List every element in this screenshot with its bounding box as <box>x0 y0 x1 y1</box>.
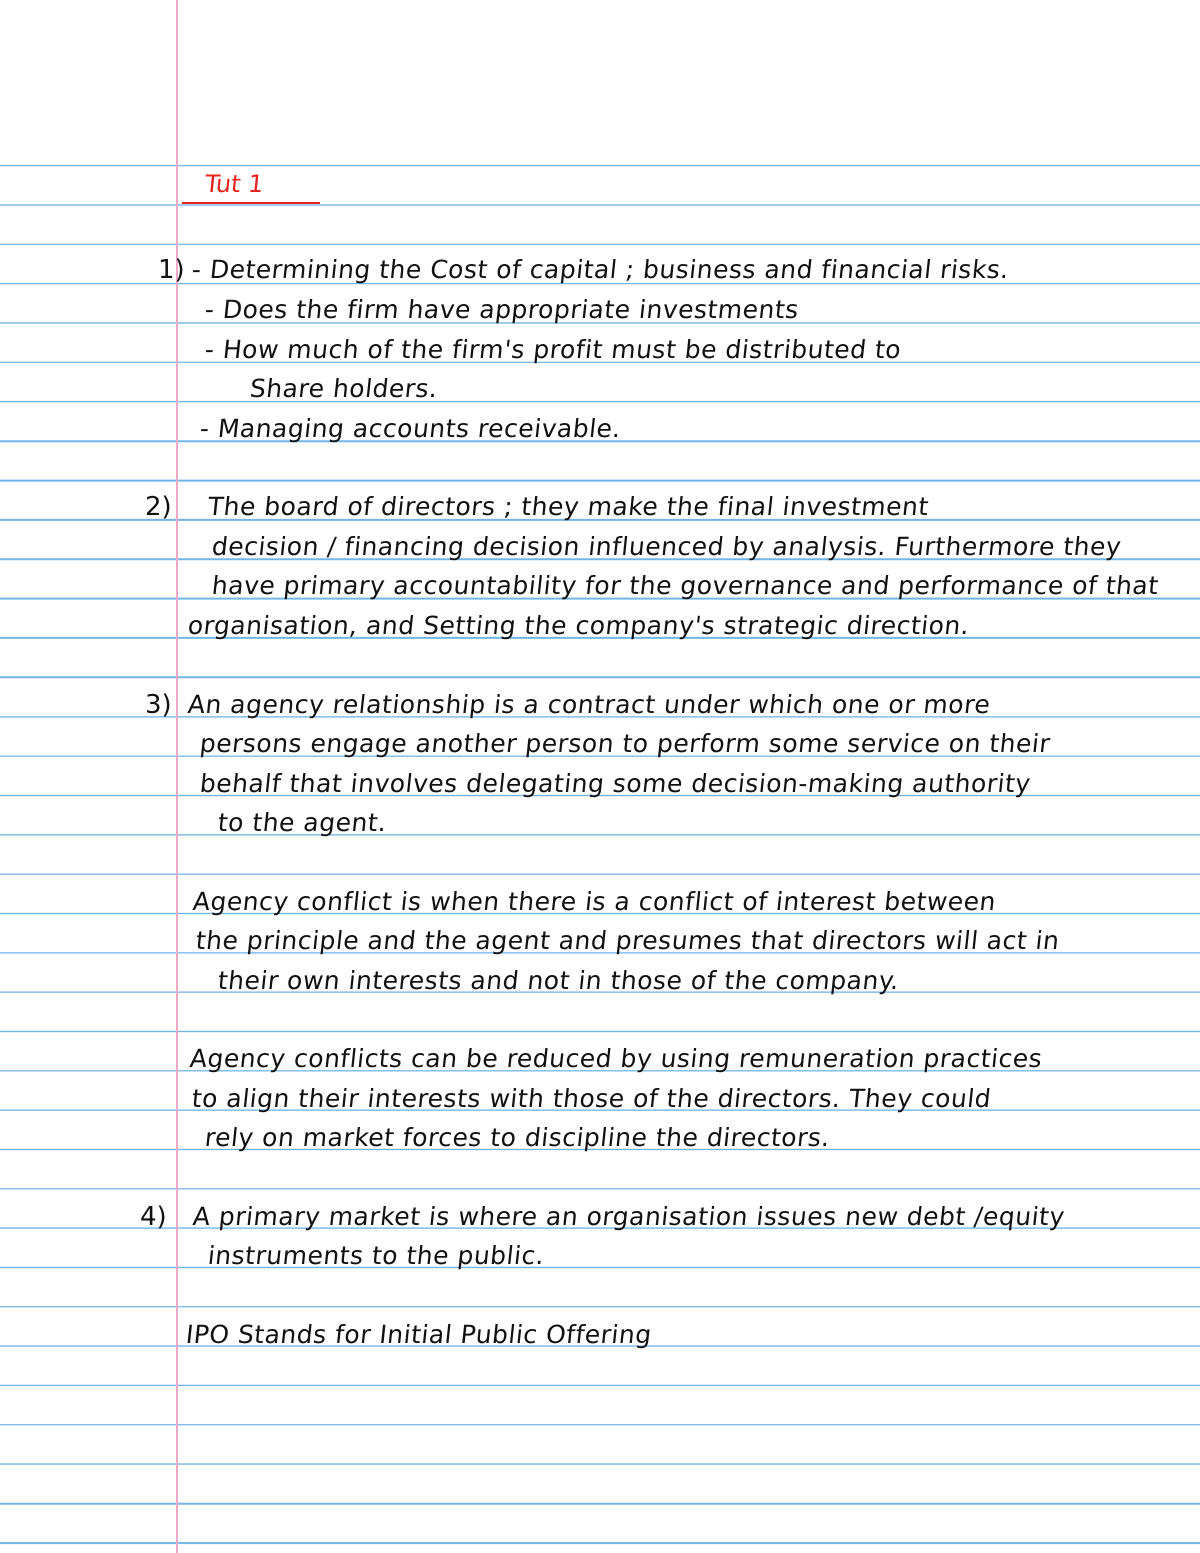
q2-line-1: The board of directors ; they make the final investment <box>206 492 931 521</box>
q3-p2-line-3: their own interests and not in those of the company. <box>216 966 901 995</box>
q1-line-5: - Managing accounts receivable. <box>198 414 623 443</box>
page-top-margin <box>0 0 1200 160</box>
q2-line-3: have primary accountability for the governance and performance of that <box>210 571 1161 600</box>
q3-p1-line-3: behalf that involves delegating some decision-making authority <box>198 769 1033 798</box>
q4-p1-line-2: instruments to the public. <box>206 1241 546 1270</box>
question-3-number: 3) <box>145 690 172 720</box>
question-1-number: 1) <box>158 255 185 285</box>
q2-line-2: decision / financing decision influenced by analysis. Furthermore they <box>210 532 1123 561</box>
margin-line <box>176 0 178 1553</box>
q4-p2-line-1: IPO Stands for Initial Public Offering <box>184 1320 654 1349</box>
q1-line-2: - Does the firm have appropriate investments <box>203 295 801 324</box>
q2-line-4: organisation, and Setting the company's strategic direction. <box>186 611 971 640</box>
q3-p3-line-2: to align their interests with those of the directors. They could <box>190 1084 993 1113</box>
q4-p1-line-1: A primary market is where an organisation issues new debt /equity <box>191 1202 1067 1231</box>
q3-p2-line-1: Agency conflict is when there is a conflict of interest between <box>191 887 998 916</box>
q3-p1-line-2: persons engage another person to perform some service on their <box>198 729 1052 758</box>
page-title: Tut 1 <box>203 170 266 198</box>
q3-p3-line-1: Agency conflicts can be reduced by using remuneration practices <box>188 1044 1044 1073</box>
title-underline <box>182 202 320 204</box>
question-2-number: 2) <box>145 492 172 522</box>
q3-p1-line-1: An agency relationship is a contract under which one or more <box>186 690 992 719</box>
question-4-number: 4) <box>140 1202 167 1232</box>
q3-p3-line-3: rely on market forces to discipline the directors. <box>203 1123 832 1152</box>
q3-p1-line-4: to the agent. <box>216 808 389 837</box>
q3-p2-line-2: the principle and the agent and presumes that directors will act in <box>194 926 1061 955</box>
q1-line-1: - Determining the Cost of capital ; business and financial risks. <box>190 255 1011 284</box>
q1-line-3: - How much of the firm's profit must be distributed to <box>203 335 903 364</box>
q1-line-4: Share holders. <box>248 374 440 403</box>
